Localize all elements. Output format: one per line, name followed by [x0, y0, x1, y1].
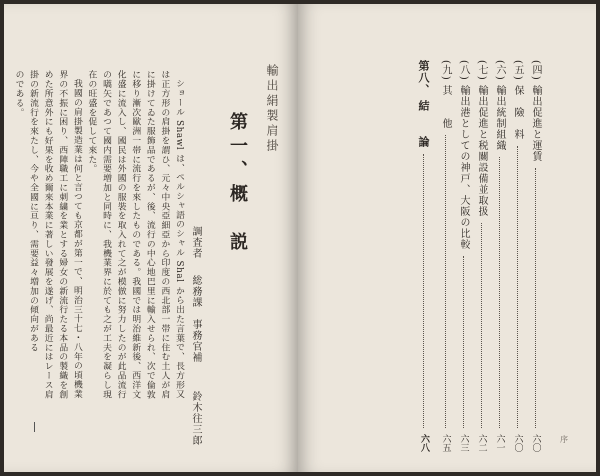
- body-text: [13, 70, 186, 400]
- running-head: 輸出絹製肩掛: [265, 64, 279, 154]
- toc-item[interactable]: [440, 60, 450, 452]
- body-paragraph: 我國の肩掛製造業は何と言つても京都が第一で、明治三十七・八年の頃機業界の不振に困り、西陣職工に刺繍を業とする婦女の新流行たる本品の製織を創めた所意外にも好果を收め爾來本業に著しい發展を遂げ、尚最近にはレース肩掛の新流行を來たし、今や全國に亘り、需要益々増加の傾向がある: [28, 70, 82, 399]
- section-heading: 第一、概 説: [227, 112, 248, 256]
- toc-item[interactable]: [494, 60, 504, 452]
- toc-item-page: 六三: [458, 434, 469, 452]
- toc-leader-dots: [535, 168, 536, 428]
- toc-leader-dots: [517, 146, 518, 428]
- toc-item-title: 結 論: [417, 100, 430, 148]
- toc-leader-dots: [423, 154, 424, 428]
- toc-item-title: 保 險 料: [512, 84, 523, 140]
- investigator-line: [190, 226, 200, 446]
- page-number: 序: [560, 435, 568, 444]
- toc-item-title: 輸出統制組織: [494, 84, 505, 151]
- toc-leader-dots: [445, 135, 446, 428]
- toc-item-number: 第八、: [417, 60, 430, 96]
- toc-item-page: 六一: [494, 434, 505, 452]
- toc-item-number: (八): [458, 60, 469, 81]
- toc-item-number: (七): [476, 60, 487, 81]
- toc-item-number: (四): [530, 60, 541, 81]
- toc-item-number: (九): [440, 60, 451, 81]
- toc-item[interactable]: [476, 60, 486, 452]
- toc-item-page: 六五: [440, 434, 451, 452]
- toc-item[interactable]: [512, 60, 522, 452]
- toc-item-page: 六八: [419, 434, 429, 452]
- toc-item-title: 其 他: [440, 84, 451, 129]
- toc-item-chapter[interactable]: [418, 60, 429, 452]
- margin-mark: [34, 422, 35, 432]
- toc-item-page: 六〇: [530, 434, 541, 452]
- toc-item-title: 輸出港としての神戸、大阪の比較: [458, 84, 469, 250]
- toc-item-page: 六二: [476, 434, 487, 452]
- right-page: [298, 4, 596, 472]
- investigator-department: 総務課 事務官補: [190, 275, 201, 364]
- investigator-name: 鈴木往三郎: [190, 391, 201, 447]
- toc-item-number: (五): [512, 60, 523, 81]
- investigator-role: 調査者: [190, 226, 201, 259]
- toc-item[interactable]: [530, 60, 540, 452]
- body-paragraph: のである。: [13, 70, 24, 117]
- left-page: [4, 4, 298, 472]
- toc-item-number: (六): [494, 60, 505, 81]
- toc-item-page: 六〇: [512, 434, 523, 452]
- toc-item-title: 輸出促進と運賃: [530, 84, 541, 162]
- toc-leader-dots: [463, 256, 464, 428]
- toc-leader-dots: [481, 223, 482, 428]
- toc-item[interactable]: [458, 60, 468, 452]
- body-paragraph: ショール Shawl は、ペルシャ語のシャル Shal から出た言葉で、長方形又は正方形の肩掛を謂ひ、元々中央亞細亞から印度の西北部一帯に住む土人が肩に掛けてゐた服飾品であるが、後、流行の中心地巴里に輸入せられ、次で倫敦に移り漸次歐洲一帯に流行を來したものである。我國では明治維新後、西洋文化盛に流入し、國民は外國の服裝を取入れて之が模倣に努力したのが此品流行の嚆矢であつて國内需要増加と同時に、我機業界に於ても之が工夫を凝らし現在の旺盛を促して來た。: [86, 70, 184, 399]
- toc-item-title: 輸出促進と税關設備並取扱: [476, 84, 487, 217]
- toc-leader-dots: [499, 157, 500, 428]
